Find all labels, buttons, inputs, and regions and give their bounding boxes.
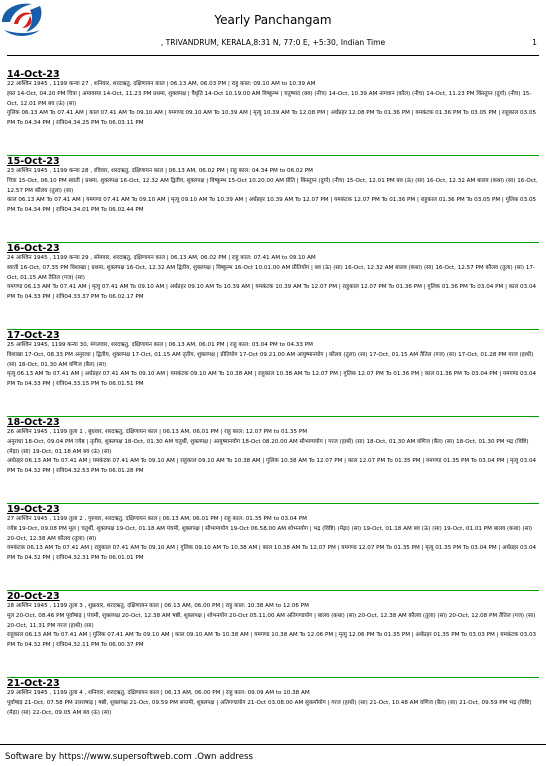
day-date: 20-Oct-23 [7,591,60,602]
day-timings: राहुकाल 06.13 AM To 07.41 AM | गुलिक 07.41 AM To 09.10 AM | काल 09.10 AM To 10.38 AM | यमगण्ड 10.38 AM To 12.06 PM | मृत्यु 12.06 PM To 01.35 PM | अर्धप्रहर 01.35 PM To 03.03 PM | यमकंटक 03.03 PM To 04.32 PM | रात्रि04.32.11 PM To 06.00.37 PM [7,632,537,649]
day-details: पूर्वाषाढ़ 21-Oct, 07.58 PM उत्तराषाढ़ | षष्ठी, शुक्लपक्ष 21-Oct, 09.59 PM सप्तमी, शुक्लपक्ष | अतिगण्डयोग 21-Oct 03.08.00 AM सुकर्मायोग | गरज (हाथी) (सा) 21-Oct, 10.48 AM वणिज (बैल) (सा) 21-Oct, 09.59 PM भद्र (विष्टि) (मेढ़ा) (सा) 22-Oct, 09.05 AM बव (ऊं) (सा) [7,699,532,716]
day-date: 19-Oct-23 [7,504,60,515]
day-details: चित्रा 15-Oct, 06.10 PM स्वाती | प्रथमा, शुक्लपक्ष 16-Oct, 12.32 AM द्वितीय, शुक्लपक्ष | विष्कुम्भ 15-Oct 10.20.00 AM प्रीति | किंस्तुघ्न (दुर्गा) (नीच) 15-Oct, 12.01 PM बव (ऊं) (सा) 16-Oct, 12.32 AM बालव (कथा) (सा) 16-Oct, 12.57 PM कौलव (तुला) (सा) [7,177,538,194]
panchangam-list [7,69,539,738]
day-summary: 23 आश्विन 1945 , 1199 कन्या 28 , रविवार, शरदऋतु, दक्षिणायन काल | 06.13 AM, 06.02 PM | राहु काल: 04.34 PM to 06.02 PM [7,168,314,174]
day-date: 16-Oct-23 [7,243,60,254]
day-entry [7,243,539,330]
day-timings: यमगण्ड 06.13 AM To 07.41 AM | मृत्यु 07.41 AM To 09.10 AM | अर्धप्रहर 09.10 AM To 10.39 AM | यमकंटक 10.39 AM To 12.07 PM | राहुकाल 12.07 PM To 01.36 PM | गुलिक 01.36 PM To 03.04 PM | काल 03.04 PM To 04.33 PM | रात्रि04.33.37 PM To 06.02.17 PM [7,284,537,301]
day-date: 17-Oct-23 [7,330,60,341]
day-summary: 25 आश्विन 1945, 1199 कन्या 30, मंगलवार, शरदऋतु, दक्षिणायन काल | 06.13 AM, 06.01 PM | राहु काल: 03.04 PM to 04.33 PM [7,342,313,348]
day-entry [7,678,539,738]
day-date: 14-Oct-23 [7,69,60,80]
day-date: 15-Oct-23 [7,156,60,167]
day-entry [7,330,539,417]
day-summary: 27 आश्विन 1945 , 1199 तुला 2 , गुरुवार, शरदऋतु, दक्षिणायन काल | 06.13 AM, 06.01 PM | राहु काल: 01.35 PM to 03.04 PM [7,516,307,522]
day-details: मूल 20-Oct, 08.46 PM पूर्वाषाढ़ | पंचमी, शुक्लपक्ष 20-Oct, 12.38 AM षष्ठी, शुक्लपक्ष | शोभनयोग 20-Oct 05.11.00 AM अतिगण्डयोग | बालव (कथा) (सा) 20-Oct, 12.38 AM कौलव (तुला) (सा) 20-Oct, 12.08 PM तैतिल (गज) (सा) 20-Oct, 11.31 PM गरज (हाथी) (सा) [7,612,536,629]
day-date: 18-Oct-23 [7,417,60,428]
day-entry [7,504,539,591]
day-date: 21-Oct-23 [7,678,60,689]
day-timings: यमकंटक 06.13 AM To 07.41 AM | राहुकाल 07.41 AM To 09.10 AM | गुलिक 09.10 AM To 10.38 AM | काल 10.38 AM To 12.07 PM | यमगण्ड 12.07 PM To 01.35 PM | मृत्यु 01.35 PM To 03.04 PM | अर्धप्रहर 03.04 PM To 04.32 PM | रात्रि04.32.31 PM To 06.01.01 PM [7,545,537,562]
day-timings: मृत्यु 06.13 AM To 07.41 AM | अर्धप्रहर 07.41 AM To 09.10 AM | यमकंटक 09.10 AM To 10.38 AM | राहुकाल 10.38 AM To 12.07 PM | गुलिक 12.07 PM To 01.36 PM | काल 01.36 PM To 03.04 PM | यमगण्ड 03.04 PM To 04.33 PM | रात्रि04.33.15 PM To 06.01.51 PM [7,371,537,388]
page-header [0,0,546,56]
day-summary: 29 आश्विन 1945 , 1199 तुला 4 , शनिवार, शरदऋतु, दक्षिणायन काल | 06.13 AM, 06.00 PM | राहु काल: 09.09 AM to 10.38 AM [7,690,310,696]
day-summary: 22 आश्विन 1945 , 1199 कन्या 27 , शनिवार, शरदऋतु, दक्षिणायन काल | 06.13 AM, 06.03 PM | राहु काल: 09.10 AM to 10.39 AM [7,81,316,87]
day-timings: काल 06.13 AM To 07.41 AM | यमगण्ड 07.41 AM To 09.10 AM | मृत्यु 09.10 AM To 10.39 AM | अर्धप्रहर 10.39 AM To 12.07 PM | यमकंटक 12.07 PM To 01.36 PM | राहुकाल 01.36 PM To 03.05 PM | गुलिक 03.05 PM To 04.34 PM | रात्रि04.34.01 PM To 06.02.44 PM [7,197,537,214]
day-entry [7,591,539,678]
day-timings: गुलिक 06.13 AM To 07.41 AM | काल 07.41 AM To 09.10 AM | यमगण्ड 09.10 AM To 10.39 AM | मृत्यु 10.39 AM To 12.08 PM | अर्धप्रहर 12.08 PM To 01.36 PM | यमकंटक 01.36 PM To 03.05 PM | राहुकाल 03.05 PM To 04.34 PM | रात्रि04.34.25 PM To 06.03.11 PM [7,110,537,127]
day-details: ज्येष्ठ 19-Oct, 09.08 PM मूल | चतुर्थी, शुक्लपक्ष 19-Oct, 01.18 AM पंचमी, शुक्लपक्ष | सौभाग्ययोग 19-Oct 06.58.00 AM शोभनयोग | भद्र (विष्टि) (मेढ़ा) (सा) 19-Oct, 01.18 AM बव (ऊं) (सा) 19-Oct, 01.01 PM बालव (कथा) (सा) 20-Oct, 12.38 AM कौलव (तुला) (सा) [7,525,533,542]
header-divider [7,55,539,56]
day-entry [7,69,539,156]
day-details: स्वाती 16-Oct, 07.35 PM विशाखा | प्रथमा, शुक्लपक्ष 16-Oct, 12.32 AM द्वितीय, शुक्लपक्ष | विष्कुम्भ 16-Oct 10.01.00 AM प्रीतियोग | बव (ऊं) (सा) 16-Oct, 12.32 AM बालव (कथा) (सा) 16-Oct, 12.57 PM कौलव (तुला) (सा) 17-Oct, 01.15 AM तैतिल (गज) (सा) [7,264,535,281]
footer-credit: Software by https://www.supersoftweb.com .Own address [5,752,253,762]
page-number: 1 [532,38,537,47]
day-timings: अर्धप्रहर 06.13 AM To 07.41 AM | यमकंटक 07.41 AM To 09.10 AM | राहुकाल 09.10 AM To 10.38 AM | गुलिक 10.38 AM To 12.07 PM | काल 12.07 PM To 01.35 PM | यमगण्ड 01.35 PM To 03.04 PM | मृत्यु 03.04 PM To 04.32 PM | रात्रि04.32.53 PM To 06.01.28 PM [7,458,537,475]
day-entry [7,156,539,243]
location-subtitle: , TRIVANDRUM, KERALA,8:31 N, 77:0 E, +5:30, Indian Time [160,38,386,47]
day-summary: 24 आश्विन 1945 , 1199 कन्या 29 , सोमवार, शरदऋतु, दक्षिणायन काल | 06.13 AM, 06.02 PM | राहु काल: 07.41 AM to 09.10 AM [7,255,316,261]
day-summary: 28 आश्विन 1945 , 1199 तुला 3 , शुक्रवार, शरदऋतु, दक्षिणायन काल | 06.13 AM, 06.00 PM | राहु काल: 10.38 AM to 12.06 PM [7,603,309,609]
day-details: हस्त 14-Oct, 04.20 PM चित्रा | अमावस्या 14-Oct, 11.23 PM प्रथमा, शुक्लपक्ष | वैधृति 14-Oct 10.19.00 AM विष्कुम्भ | चतुष्पाद (बव) (नीच) 14-Oct, 10.39 AM नागवान (कौल) (नीच) 14-Oct, 11.23 PM किंस्तुघ्न (दुर्गा) (नीच) 15-Oct, 12.01 PM बव (ऊं) (सा) [7,90,532,107]
day-summary: 26 आश्विन 1945 , 1199 तुला 1 , बुधवार, शरदऋतु, दक्षिणायन काल | 06.13 AM, 06.01 PM | राहु काल: 12.07 PM to 01.35 PM [7,429,308,435]
day-entry [7,417,539,504]
page-title: Yearly Panchangam [214,13,332,27]
footer-divider [0,744,546,745]
day-details: विशाखा 17-Oct, 08.33 PM अनुराधा | द्वितीय, शुक्लपक्ष 17-Oct, 01.15 AM तृतीय, शुक्लपक्ष | प्रीतियोग 17-Oct 09.21.00 AM आयुष्मानयोग | कौलव (तुला) (सा) 17-Oct, 01.15 AM तैतिल (गज) (सा) 17-Oct, 01.28 PM गरज (हाथी) (सा) 18-Oct, 01.30 AM वणिज (बैल) (सा) [7,351,534,368]
day-details: अनुराधा 18-Oct, 09.04 PM ज्येष्ठ | तृतीय, शुक्लपक्ष 18-Oct, 01.30 AM चतुर्थी, शुक्लपक्ष | आयुष्मानयोग 18-Oct 08.20.00 AM सौभाग्ययोग | गरज (हाथी) (सा) 18-Oct, 01.30 AM वणिज (बैल) (सा) 18-Oct, 01.30 PM भद्र (विष्टि) (मेढ़ा) (सा) 19-Oct, 01.18 AM बव (ऊं) (सा) [7,438,529,455]
